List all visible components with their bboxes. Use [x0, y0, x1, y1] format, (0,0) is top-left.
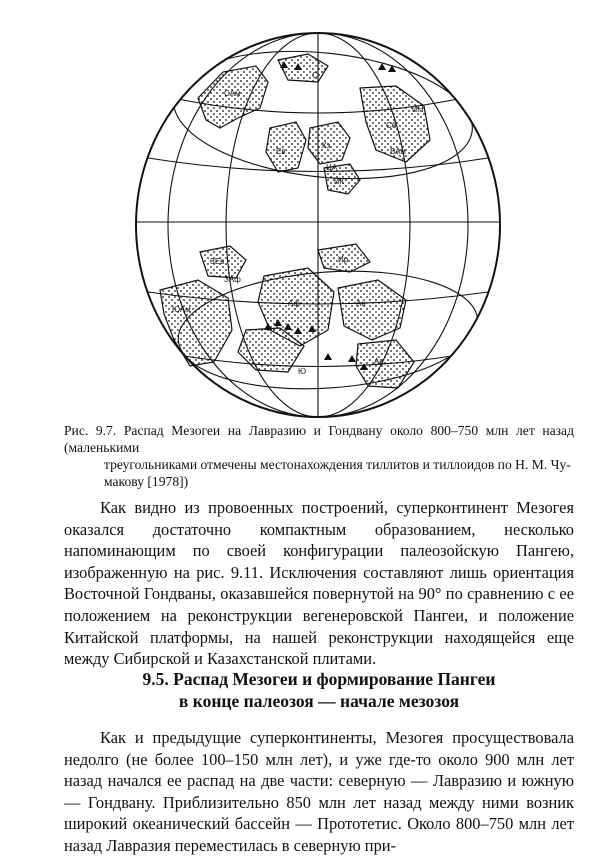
map-label: ИН [412, 105, 424, 114]
map-label: ЗАф [224, 275, 241, 284]
map-label: Сб [386, 121, 397, 130]
map-label: САм [224, 89, 241, 98]
map-label: Ир [338, 255, 349, 264]
caption-line: макову [1978]) [104, 474, 189, 489]
map-label: Ав [374, 357, 384, 366]
heading-line: 9.5. Распад Мезогеи и формирование Пангеи [142, 669, 496, 689]
section-heading [64, 668, 574, 712]
map-label: ЗЕв [210, 257, 225, 266]
map-label: Ан [356, 299, 366, 308]
body-paragraph: Как и предыдущие суперконтиненты, Мезогея просуществовала недолго (не более 100–150 млн лет), и уже где-то около 900 млн лет назад начался ее распад на две части: северную — Лавразию и южную — Гондвану. Приблизительно 850 млн лет назад между ними возник широкий океанический бассейн — Прототетис. Около 800–750 млн лет назад Лавразия переместилась в северную при- [64, 728, 574, 855]
caption-line: треугольниками отмечены местонахождения тиллитов и тиллоидов по Н. М. Чу- [104, 457, 571, 472]
map-label: ЮАм [172, 305, 191, 314]
map-label: Кз [322, 141, 331, 150]
map-label: Ю [298, 367, 307, 376]
caption-line: Рис. 9.7. Распад Мезогеи на Лавразию и Гондвану около 800–750 млн лет назад (маленькими [64, 423, 574, 455]
body-paragraph: Как видно из провоенных построений, суперконтинент Мезогея оказался достаточно компактным образованием, несколько напоминающим по своей конфигурации палеозойскую Пангею, изображенную на рис. 9.11. Исключения составляют лишь ориентация Восточной Гондваны, оказавшейся повернутой на 90° по сравнению с ее положением на реконструкции вегенеровской Пангеи, и положение Китайской платформы, на нашей реконструкции находящейся еще между Сибирской и Казахстанской плитами. [64, 498, 574, 669]
figure-caption [64, 422, 574, 490]
map-label: Аф [288, 299, 301, 308]
map-label: С [312, 71, 318, 80]
map-label: ИК [334, 177, 345, 186]
heading-line: в конце палеозоя — начале мезозоя [178, 691, 460, 711]
map-label: ЦА [326, 163, 338, 172]
figure-globe [128, 10, 508, 420]
map-label: Ев [276, 147, 286, 156]
map-label: ВАм [390, 147, 406, 156]
